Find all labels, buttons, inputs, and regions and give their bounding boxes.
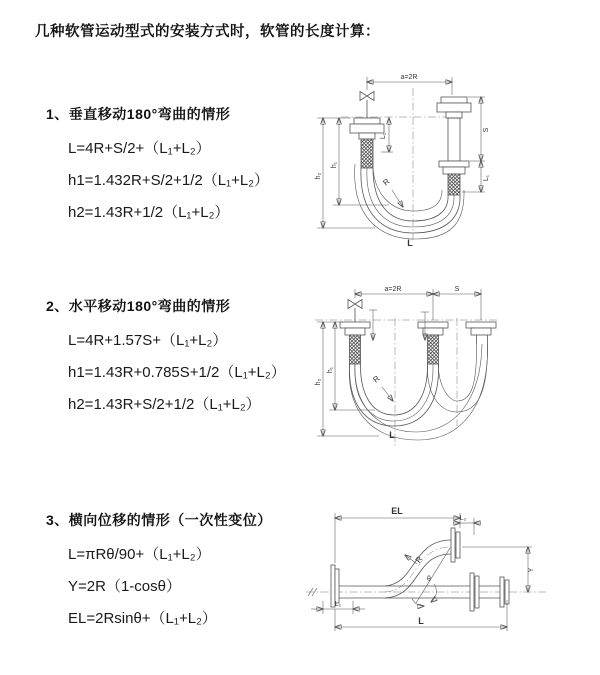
valve-symbol (348, 300, 362, 323)
right-pipe (448, 118, 460, 161)
diagram-lateral-displacement (300, 497, 555, 647)
formula-line: L=4R+1.57S+（L₁+L₂） (68, 332, 228, 349)
dim-label-l2: L₂ (459, 515, 467, 522)
dim-label-h2: h₂ (315, 172, 322, 180)
formula-line: L=4R+S/2+（L₁+L₂） (68, 140, 211, 157)
dim-label-l1-right: L₁ (483, 174, 490, 182)
dim-label-l1: L₁ (334, 601, 342, 608)
angle-reference-line (413, 548, 450, 603)
diagram-vertical-180-bend (303, 68, 538, 258)
dimension-lines (311, 513, 532, 631)
formula-line: h2=1.43R+1/2（L₁+L₂） (68, 204, 230, 221)
formula-line: h2=1.43R+S/2+1/2（L₁+L₂） (68, 396, 261, 413)
formula-line: h1=1.432R+S/2+1/2（L₁+L₂） (68, 172, 270, 189)
left-stub-flange (340, 322, 370, 335)
valve-symbol (360, 92, 374, 119)
length-label: L (389, 430, 395, 440)
right-flange (470, 573, 509, 611)
dim-label-l1-left: L₁ (380, 132, 387, 140)
right-flange-upper (437, 97, 471, 118)
radius-label: R (381, 176, 392, 188)
dim-label-el: EL (391, 506, 403, 516)
left-flange (350, 118, 384, 139)
dim-label-h2: h₂ (315, 378, 322, 386)
length-label: L (407, 238, 413, 248)
dim-label-h1: h₁ (327, 366, 334, 374)
hose-assembly (340, 300, 496, 441)
formula-line: EL=2Rsinθ+（L₁+L₂） (68, 610, 217, 627)
section-2-formulas (68, 325, 286, 421)
dim-label-a2r: a=2R (400, 74, 418, 81)
hose-u-bend-right-position (349, 344, 487, 440)
formula-line: L=πRθ/90+（L₁+L₂） (68, 546, 211, 563)
section-vertical-movement (46, 104, 269, 229)
right-braid-section (448, 174, 460, 195)
dim-label-a2r: a=2R (384, 286, 402, 293)
upper-flange (451, 528, 460, 562)
section-3-heading: 3、横向位移的情形（一次性变位） (46, 512, 272, 528)
dim-label-s: S (454, 286, 460, 293)
right-stub-flange (466, 322, 496, 344)
hose-assembly (350, 92, 471, 240)
dimension-lines (317, 289, 481, 436)
formula-line: h1=1.43R+0.785S+1/2（L₁+L₂） (68, 364, 286, 381)
section-1-heading: 1、垂直移动180°弯曲的情形 (46, 106, 231, 122)
middle-braid-section (428, 335, 439, 364)
left-braid-section (361, 139, 373, 168)
middle-stub-flange (418, 322, 448, 335)
section-1-formulas (68, 133, 269, 229)
displaced-hose-s-curve (385, 540, 451, 598)
centerlines (306, 547, 546, 592)
section-2-heading: 2、水平移动180°弯曲的情形 (46, 298, 231, 314)
length-label: L (418, 616, 424, 626)
page-title: 几种软管运动型式的安装方式时，软管的长度计算： (35, 24, 380, 40)
hose-assembly (331, 528, 509, 611)
dim-label-s: S (483, 127, 490, 133)
right-flange-lower (439, 161, 469, 174)
formula-line: Y=2R（1-cosθ） (68, 578, 181, 595)
dim-label-y: Y (528, 567, 535, 573)
radius-label: R (371, 373, 382, 385)
section-lateral-displacement (46, 510, 272, 635)
left-braid-section (350, 335, 361, 364)
radius-label: R (413, 554, 425, 565)
dim-label-h1: h₁ (331, 161, 338, 169)
centerlines (315, 318, 499, 446)
section-3-formulas (68, 539, 272, 635)
angle-label: θ (427, 576, 431, 583)
diagram-horizontal-180-bend (303, 278, 548, 468)
section-horizontal-movement (46, 296, 286, 421)
